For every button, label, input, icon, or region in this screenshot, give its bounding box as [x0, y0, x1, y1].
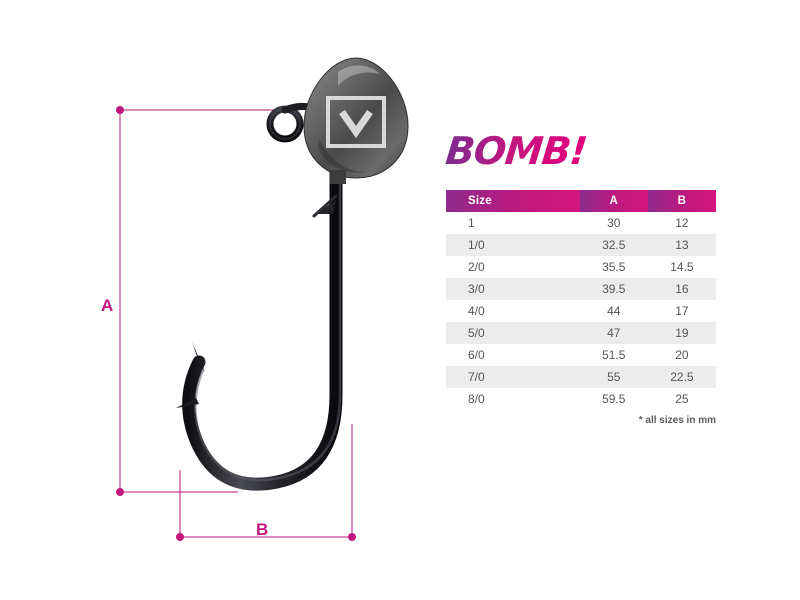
table-row [446, 278, 716, 300]
page-title: BOMB! [443, 129, 589, 173]
table-row [446, 234, 716, 256]
cell-b: 19 [675, 326, 689, 340]
cell-b: 22.5 [670, 370, 694, 384]
table-header-b: B [648, 190, 716, 212]
cell-a: 51.5 [602, 348, 626, 362]
table-row [446, 256, 716, 278]
spec-panel [440, 0, 800, 600]
cell-size: 3/0 [468, 282, 485, 296]
cell-b: 14.5 [670, 260, 694, 274]
table-row [446, 388, 716, 410]
cell-size: 2/0 [468, 260, 485, 274]
table-row [446, 300, 716, 322]
cell-size: 1/0 [468, 238, 485, 252]
table-row [446, 344, 716, 366]
table-header-row [446, 190, 716, 212]
cell-b: 20 [675, 348, 689, 362]
cell-size: 4/0 [468, 304, 485, 318]
cell-a: 59.5 [602, 392, 626, 406]
cell-a: 44 [607, 304, 621, 318]
table-header-size: Size [446, 190, 580, 212]
table-row [446, 212, 716, 234]
cell-a: 35.5 [602, 260, 626, 274]
cell-b: 16 [675, 282, 689, 296]
dimension-a-label: A [101, 296, 114, 315]
cell-a: 32.5 [602, 238, 626, 252]
cell-a: 30 [607, 216, 621, 230]
cell-b: 17 [675, 304, 689, 318]
cell-a: 39.5 [602, 282, 626, 296]
table-row [446, 366, 716, 388]
size-table [446, 190, 716, 410]
cell-b: 13 [675, 238, 689, 252]
cell-a: 55 [607, 370, 621, 384]
table-header-a: A [580, 190, 648, 212]
cell-size: 8/0 [468, 392, 485, 406]
cell-size: 7/0 [468, 370, 485, 384]
table-row [446, 322, 716, 344]
cell-b: 12 [675, 216, 689, 230]
cell-b: 25 [675, 392, 689, 406]
cell-a: 47 [607, 326, 621, 340]
cell-size: 5/0 [468, 326, 485, 340]
dimension-b-label: B [256, 520, 269, 539]
table-footnote: * all sizes in mm [638, 415, 716, 426]
cell-size: 1 [468, 216, 475, 230]
cell-size: 6/0 [468, 348, 485, 362]
